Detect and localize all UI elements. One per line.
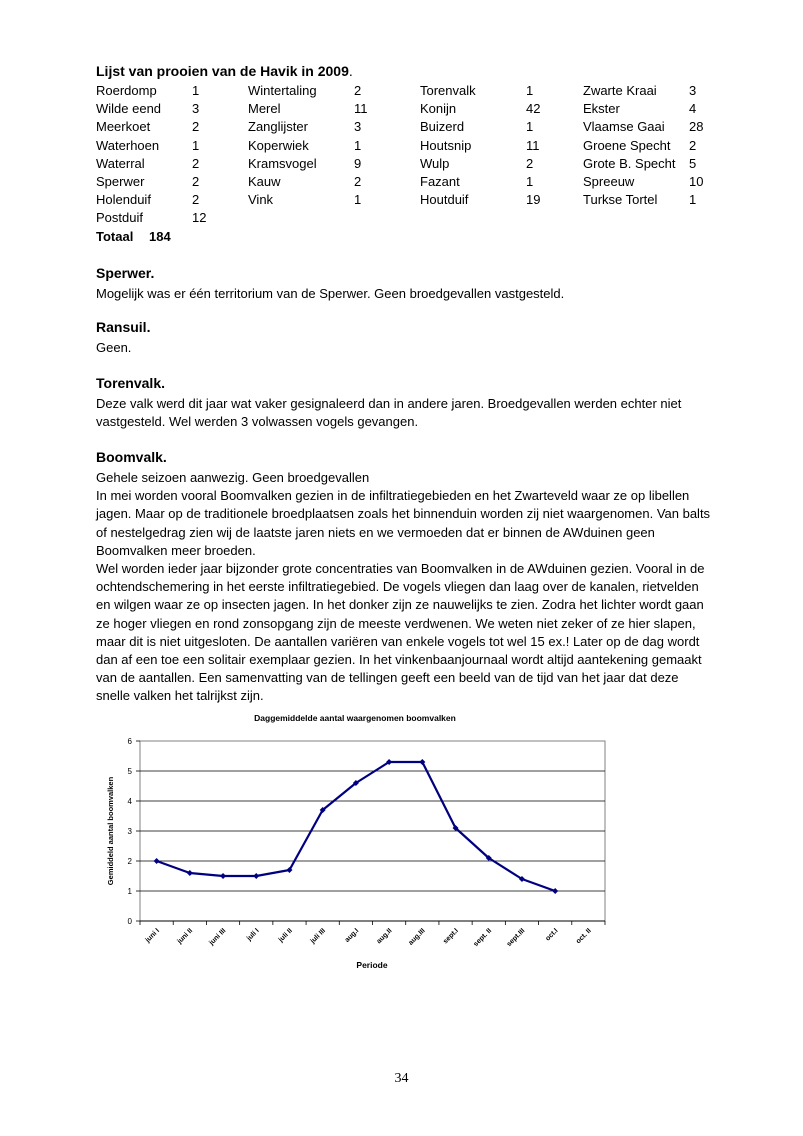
- prey-count: 2: [689, 137, 697, 153]
- prey-species: Zwarte Kraai: [583, 83, 657, 98]
- prey-species: Torenvalk: [420, 83, 476, 98]
- x-tick-label: aug.I: [343, 927, 361, 944]
- prey-count: 4: [689, 101, 697, 117]
- prey-count: 3: [192, 101, 200, 117]
- prey-species: Wilde eend: [96, 101, 162, 117]
- section-sperwer: [96, 264, 716, 303]
- prey-species: Waterral: [96, 155, 145, 171]
- section-heading: Boomvalk.: [96, 449, 167, 465]
- prey-count: 28: [689, 119, 704, 135]
- prey-species: Holenduif: [96, 192, 151, 208]
- prey-species: Waterhoen: [96, 137, 160, 153]
- x-tick-label: aug.II: [375, 927, 394, 946]
- prey-count: 2: [192, 192, 200, 208]
- prey-list-title-suffix: .: [348, 63, 353, 79]
- y-tick-label: 4: [127, 797, 132, 806]
- prey-species: Houtduif: [420, 192, 469, 208]
- prey-count: 5: [689, 155, 697, 171]
- prey-count: 3: [689, 83, 697, 98]
- prey-count: 42: [526, 101, 541, 117]
- section-paragraph: Gehele seizoen aanwezig. Geen broedgevallen: [96, 470, 370, 485]
- total-value: 184: [149, 228, 171, 244]
- x-tick-label: juli III: [309, 927, 328, 946]
- prey-count: 2: [354, 83, 362, 98]
- prey-species: Sperwer: [96, 173, 145, 189]
- prey-count: 1: [354, 192, 362, 208]
- section-paragraph: Wel worden ieder jaar bijzonder grote concentraties van Boomvalken in de AWduinen gezien. Vooral in de ochtendschemering in het eerste infiltratiegebied. De vogels vliegen dan laag over de kanalen, rietvelden en wilgen waar ze op insecten jagen. In het donker zijn ze nauwelijks te zien. Zodra het lichter wordt gaan ze hoger vliegen en rond zonsopgang zijn de meeste verdwenen. We weten niet zeker of ze hier slapen, maar dit is niet uitgesloten. De aantallen variëren van enkele vogels tot wel 15 ex.! Later op de dag wordt dan af een toe een solitair exemplaar gezien. In het vinkenbaanjournaal wordt altijd aantekening gemaakt van de aantallen. Een samenvatting van de tellingen geeft een beeld van de tijd van het jaar dat deze snelle valken het talrijkst zijn.: [96, 561, 705, 704]
- prey-species: Kauw: [248, 173, 281, 189]
- prey-count: 11: [526, 137, 540, 153]
- prey-count: 2: [526, 155, 534, 171]
- prey-species: Konijn: [420, 101, 457, 117]
- x-tick-label: oct.I: [544, 927, 560, 943]
- y-tick-label: 6: [127, 737, 132, 746]
- section-paragraph: In mei worden vooral Boomvalken gezien in de infiltratiegebieden en het Zwarteveld waar ze op libellen jagen. Maar op de traditionele broedplaatsen zoals het binnenduin worden zij niet waargenomen. Van balts of nestelgedrag zien wij de laatste jaren niets en we vermoeden dat er binnen de AWduinen geen Boomvalken meer broeden.: [96, 488, 711, 558]
- prey-count: 9: [354, 155, 362, 171]
- prey-count: 1: [526, 83, 534, 98]
- x-tick-label: aug.III: [407, 927, 427, 947]
- prey-count: 2: [354, 173, 362, 189]
- prey-count: 2: [192, 155, 200, 171]
- data-point: [552, 888, 558, 894]
- prey-species: Fazant: [420, 173, 460, 189]
- x-tick-label: sept.III: [505, 927, 527, 949]
- prey-species: Koperwiek: [248, 137, 309, 153]
- prey-count: 1: [689, 192, 697, 208]
- chart-title: Daggemiddelde aantal waargenomen boomvalken: [254, 713, 456, 723]
- section-heading: Sperwer.: [96, 265, 155, 281]
- prey-species: Buizerd: [420, 119, 465, 135]
- prey-count: 10: [689, 173, 704, 189]
- data-point: [220, 873, 226, 879]
- prey-species: Groene Specht: [583, 137, 671, 153]
- section-heading: Ransuil.: [96, 319, 151, 335]
- prey-count: 3: [354, 119, 362, 135]
- section-paragraph: Deze valk werd dit jaar wat vaker gesignaleerd dan in andere jaren. Broedgevallen werden echter niet vastgesteld. Wel werden 3 volwassen vogels gevangen.: [96, 396, 682, 430]
- prey-species: Houtsnip: [420, 137, 472, 153]
- prey-species: Grote B. Specht: [583, 155, 676, 171]
- data-point: [154, 858, 160, 864]
- x-axis: [140, 921, 605, 948]
- y-axis-label: Gemiddeld aantal boomvalken: [106, 776, 115, 886]
- x-tick-label: juli I: [245, 927, 261, 943]
- data-point: [187, 870, 193, 876]
- prey-list-title: [96, 63, 353, 79]
- series-group: [154, 759, 559, 894]
- prey-species: Postduif: [96, 210, 143, 226]
- prey-species: Merel: [248, 101, 281, 117]
- prey-species: Zanglijster: [248, 119, 308, 135]
- prey-count: 1: [192, 137, 200, 153]
- y-tick-label: 3: [127, 827, 132, 836]
- prey-species: Vink: [248, 192, 274, 208]
- x-tick-label: oct. II: [574, 927, 593, 946]
- page-number: 34: [394, 1071, 409, 1086]
- prey-species: Turkse Tortel: [583, 192, 658, 208]
- y-tick-label: 2: [127, 857, 132, 866]
- prey-count: 12: [192, 210, 207, 226]
- boomvalk-chart: [100, 705, 620, 980]
- prey-count: 1: [192, 83, 200, 98]
- grid-lines: [140, 771, 605, 891]
- prey-count: 11: [354, 101, 368, 117]
- y-tick-label: 1: [127, 887, 132, 896]
- prey-count: 19: [526, 192, 541, 208]
- prey-count: 1: [354, 137, 362, 153]
- prey-count: 2: [192, 173, 200, 189]
- x-tick-label: juli II: [277, 927, 294, 944]
- data-point: [253, 873, 259, 879]
- x-tick-label: juni III: [208, 927, 228, 947]
- x-tick-label: juni II: [176, 927, 195, 946]
- prey-species: Wintertaling: [248, 83, 317, 98]
- x-tick-label: juni I: [144, 927, 162, 944]
- chart-svg: [100, 705, 620, 980]
- y-axis: [128, 737, 140, 926]
- x-tick-label: sept.I: [442, 927, 460, 946]
- section-heading: Torenvalk.: [96, 375, 165, 391]
- prey-species: Meerkoet: [96, 119, 151, 135]
- prey-species: Spreeuw: [583, 173, 635, 189]
- prey-species: Ekster: [583, 101, 620, 117]
- section-torenvalk: [96, 374, 716, 431]
- section-paragraph: Geen.: [96, 340, 132, 355]
- total-label: Totaal: [96, 228, 134, 244]
- prey-count: 1: [526, 173, 534, 189]
- section-ransuil: [96, 318, 716, 357]
- prey-list-title-text: Lijst van prooien van de Havik in 2009: [96, 63, 349, 79]
- x-tick-label: sept. II: [472, 927, 494, 949]
- prey-count: 1: [526, 119, 534, 135]
- y-tick-label: 5: [127, 767, 132, 776]
- prey-species: Vlaamse Gaai: [583, 119, 665, 135]
- prey-species: Kramsvogel: [248, 155, 317, 171]
- prey-count: 2: [192, 119, 200, 135]
- section-boomvalk: [96, 448, 716, 706]
- section-paragraph: Mogelijk was er één territorium van de Sperwer. Geen broedgevallen vastgesteld.: [96, 286, 565, 301]
- prey-species: Roerdomp: [96, 83, 157, 98]
- y-tick-label: 0: [127, 917, 132, 926]
- x-axis-label: Periode: [356, 960, 388, 970]
- prey-species: Wulp: [420, 155, 450, 171]
